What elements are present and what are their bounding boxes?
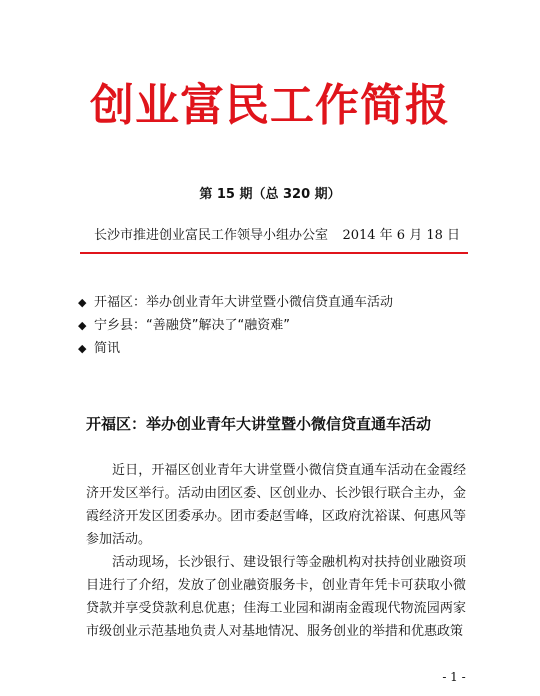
red-divider: [80, 252, 468, 254]
org-name: 长沙市推进创业富民工作领导小组办公室: [94, 228, 329, 243]
toc-item-label: 简讯: [94, 341, 121, 356]
toc-item[interactable]: [78, 337, 478, 360]
issue-number: 第 15 期（总 320 期）: [199, 187, 341, 202]
article-title: 开福区：举办创业青年大讲堂暨小微信贷直通车活动: [86, 415, 432, 433]
article-paragraph: 近日，开福区创业青年大讲堂暨小微信贷直通车活动在金霞经济开发区举行。活动由团区委、区创业办、长沙银行联合主办，金霞经济开发区团委承办。团市委赵雪峰，区政府沈裕谋、何惠风等参加活动。: [86, 463, 466, 547]
toc-item-label: 宁乡县：“善融贷”解决了“融资难”: [94, 318, 290, 333]
issue-date: 2014 年 6 月 18 日: [342, 228, 460, 243]
toc-item-label: 开福区：举办创业青年大讲堂暨小微信贷直通车活动: [94, 295, 394, 310]
masthead-title: 创业富民工作简报: [90, 80, 450, 131]
page-number: - 1 -: [442, 670, 466, 684]
table-of-contents: [78, 291, 478, 360]
toc-item[interactable]: [78, 291, 478, 314]
diamond-icon: ◆: [78, 296, 87, 309]
diamond-icon: ◆: [78, 319, 87, 332]
org-line: [94, 227, 460, 245]
article-paragraph: 活动现场，长沙银行、建设银行等金融机构对扶持创业融资项目进行了介绍，发放了创业融资服务卡，创业青年凭卡可获取小微贷款并享受贷款利息优惠；佳海工业园和湖南金霞现代物流园两家市级创业示范基地负责人对基地情况、服务创业的举措和优惠政策: [86, 555, 466, 639]
diamond-icon: ◆: [78, 342, 87, 355]
toc-item[interactable]: [78, 314, 478, 337]
article-body: [86, 459, 466, 643]
